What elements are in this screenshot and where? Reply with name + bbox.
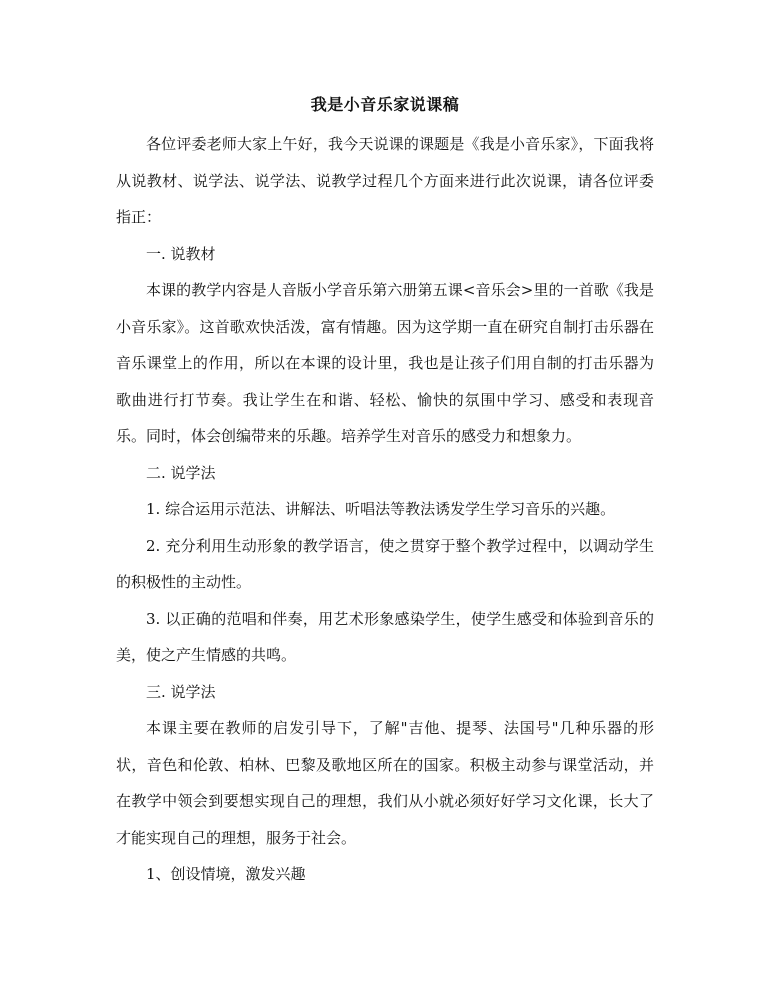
paragraph-intro: 各位评委老师大家上午好，我今天说课的课题是《我是小音乐家》，下面我将从说教材、说学法、说学法、说教学过程几个方面来进行此次说课，请各位评委指正： xyxy=(116,135,654,226)
heading-section-3: 三. 说学法 xyxy=(146,682,216,701)
heading-section-2: 二. 说学法 xyxy=(146,463,216,482)
heading-section-1: 一. 说教材 xyxy=(146,244,216,263)
document-title: 我是小音乐家说课稿 xyxy=(310,95,460,114)
paragraph-method-3: 3. 以正确的范唱和伴奏，用艺术形象感染学生，使学生感受和体验到音乐的美，使之产生情感的共鸣。 xyxy=(116,609,654,664)
paragraph-learning: 本课主要在教师的启发引导下，了解"吉他、提琴、法国号"几种乐器的形状，音色和伦敦、柏林、巴黎及歌地区所在的国家。积极主动参与课堂活动，并在教学中领会到要想实现自己的理想，我们从小就必须好好学习文化课，长大了才能实现自己的理想，服务于社会。 xyxy=(116,719,654,847)
paragraph-method-1: 1. 综合运用示范法、讲解法、听唱法等教法诱发学生学习音乐的兴趣。 xyxy=(146,500,616,518)
paragraph-method-2: 2. 充分利用生动形象的教学语言，使之贯穿于整个教学过程中，以调动学生的积极性的主动性。 xyxy=(116,536,654,591)
document-body xyxy=(116,126,654,893)
heading-step-1: 1、创设情境，激发兴趣 xyxy=(146,865,306,883)
paragraph-textbook: 本课的教学内容是人音版小学音乐第六册第五课<音乐会>里的一首歌《我是小音乐家》。这首歌欢快活泼，富有情趣。因为这学期一直在研究自制打击乐器在音乐课堂上的作用，所以在本课的设计里，我也是让孩子们用自制的打击乐器为歌曲进行打节奏。我让学生在和谐、轻松、愉快的氛围中学习、感受和表现音乐。同时，体会创编带来的乐趣。培养学生对音乐的感受力和想象力。 xyxy=(116,281,654,445)
